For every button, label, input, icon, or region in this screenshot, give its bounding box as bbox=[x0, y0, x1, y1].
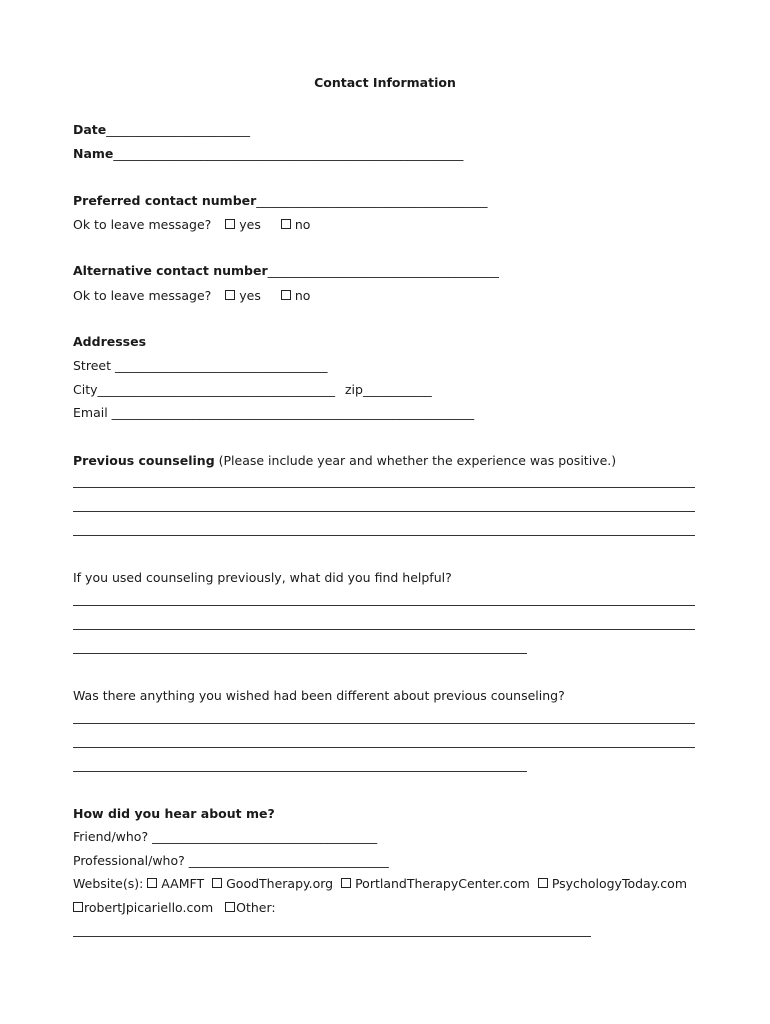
goodtherapy-checkbox[interactable] bbox=[212, 878, 222, 888]
yes-label: yes bbox=[239, 217, 261, 232]
yes-checkbox[interactable] bbox=[225, 219, 235, 229]
different-line-1[interactable] bbox=[73, 723, 695, 724]
own-site-checkbox[interactable] bbox=[73, 902, 83, 912]
friend-blank[interactable]: ____________________________________ bbox=[152, 829, 378, 844]
name-blank[interactable]: ________________________________________________________ bbox=[113, 146, 464, 161]
previous-counseling-line-2[interactable] bbox=[73, 511, 695, 512]
email-row[interactable] bbox=[73, 405, 474, 421]
different-line-3[interactable] bbox=[73, 771, 527, 772]
psychologytoday-checkbox[interactable] bbox=[538, 878, 548, 888]
website-option-aamft[interactable] bbox=[147, 876, 204, 891]
goodtherapy-label: GoodTherapy.org bbox=[226, 876, 334, 891]
name-row[interactable] bbox=[73, 146, 463, 162]
psychologytoday-label: PsychologyToday.com bbox=[551, 876, 687, 891]
no-option[interactable] bbox=[281, 217, 311, 232]
preferred-contact-label: Preferred contact number bbox=[73, 193, 257, 208]
yes-option[interactable] bbox=[225, 217, 261, 232]
zip-label: zip bbox=[344, 382, 363, 397]
helpful-question-text: If you used counseling previously, what did you find helpful? bbox=[73, 570, 452, 585]
date-blank[interactable]: _______________________ bbox=[106, 122, 251, 137]
email-blank[interactable]: __________________________________________________________ bbox=[111, 405, 475, 420]
email-label: Email bbox=[73, 405, 112, 420]
yes-label: yes bbox=[239, 288, 261, 303]
website-option-psychologytoday[interactable] bbox=[538, 876, 687, 891]
name-label: Name bbox=[73, 146, 114, 161]
no-checkbox[interactable] bbox=[281, 219, 291, 229]
aamft-checkbox[interactable] bbox=[147, 878, 157, 888]
previous-counseling-heading bbox=[73, 453, 616, 469]
hear-heading bbox=[73, 806, 275, 822]
aamft-label: AAMFT bbox=[161, 876, 205, 891]
date-label: Date bbox=[73, 122, 107, 137]
other-line[interactable] bbox=[73, 936, 591, 937]
website-row-2 bbox=[73, 900, 276, 916]
addresses-heading bbox=[73, 334, 146, 350]
alternative-contact-row[interactable] bbox=[73, 263, 499, 279]
previous-counseling-line-3[interactable] bbox=[73, 535, 695, 536]
no-checkbox[interactable] bbox=[281, 290, 291, 300]
previous-counseling-line-1[interactable] bbox=[73, 487, 695, 488]
no-label: no bbox=[294, 288, 311, 303]
city-row[interactable] bbox=[73, 382, 432, 398]
portland-checkbox[interactable] bbox=[341, 878, 351, 888]
helpful-question bbox=[73, 570, 452, 586]
website-option-own[interactable] bbox=[73, 900, 213, 915]
addresses-heading-text: Addresses bbox=[73, 334, 147, 349]
professional-row[interactable] bbox=[73, 853, 389, 869]
website-option-other[interactable] bbox=[225, 900, 275, 915]
zip-blank[interactable]: ___________ bbox=[362, 382, 432, 397]
previous-counseling-label: Previous counseling bbox=[73, 453, 215, 468]
friend-row[interactable] bbox=[73, 829, 377, 845]
preferred-message-row bbox=[73, 217, 310, 233]
website-label: Website(s): bbox=[73, 876, 148, 891]
street-label: Street bbox=[73, 358, 115, 373]
no-label: no bbox=[294, 217, 311, 232]
city-label: City bbox=[73, 382, 98, 397]
preferred-contact-blank[interactable]: _____________________________________ bbox=[256, 193, 488, 208]
form-title: Contact Information bbox=[314, 75, 456, 90]
website-row bbox=[73, 876, 687, 892]
city-blank[interactable]: ______________________________________ bbox=[97, 382, 335, 397]
yes-checkbox[interactable] bbox=[225, 290, 235, 300]
different-question bbox=[73, 688, 565, 704]
professional-label: Professional/who? bbox=[73, 853, 189, 868]
different-question-text: Was there anything you wished had been different about previous counseling? bbox=[73, 688, 565, 703]
other-label: Other: bbox=[236, 900, 276, 915]
professional-blank[interactable]: ________________________________ bbox=[188, 853, 389, 868]
preferred-contact-row[interactable] bbox=[73, 193, 488, 209]
helpful-line-2[interactable] bbox=[73, 629, 695, 630]
own-site-label: robertJpicariello.com bbox=[84, 900, 214, 915]
alternative-message-row bbox=[73, 288, 310, 304]
helpful-line-1[interactable] bbox=[73, 605, 695, 606]
street-blank[interactable]: __________________________________ bbox=[114, 358, 328, 373]
no-option[interactable] bbox=[281, 288, 311, 303]
different-line-2[interactable] bbox=[73, 747, 695, 748]
yes-option[interactable] bbox=[225, 288, 261, 303]
message-question: Ok to leave message? bbox=[73, 288, 212, 303]
portland-label: PortlandTherapyCenter.com bbox=[355, 876, 530, 891]
hear-heading-text: How did you hear about me? bbox=[73, 806, 275, 821]
street-row[interactable] bbox=[73, 358, 327, 374]
message-question: Ok to leave message? bbox=[73, 217, 212, 232]
website-option-portland[interactable] bbox=[341, 876, 530, 891]
friend-label: Friend/who? bbox=[73, 829, 153, 844]
date-row[interactable] bbox=[73, 122, 250, 138]
website-option-goodtherapy[interactable] bbox=[212, 876, 333, 891]
other-checkbox[interactable] bbox=[225, 902, 235, 912]
previous-counseling-note: (Please include year and whether the experience was positive.) bbox=[214, 453, 617, 468]
helpful-line-3[interactable] bbox=[73, 653, 527, 654]
alternative-contact-blank[interactable]: _____________________________________ bbox=[267, 263, 499, 278]
alternative-contact-label: Alternative contact number bbox=[73, 263, 268, 278]
